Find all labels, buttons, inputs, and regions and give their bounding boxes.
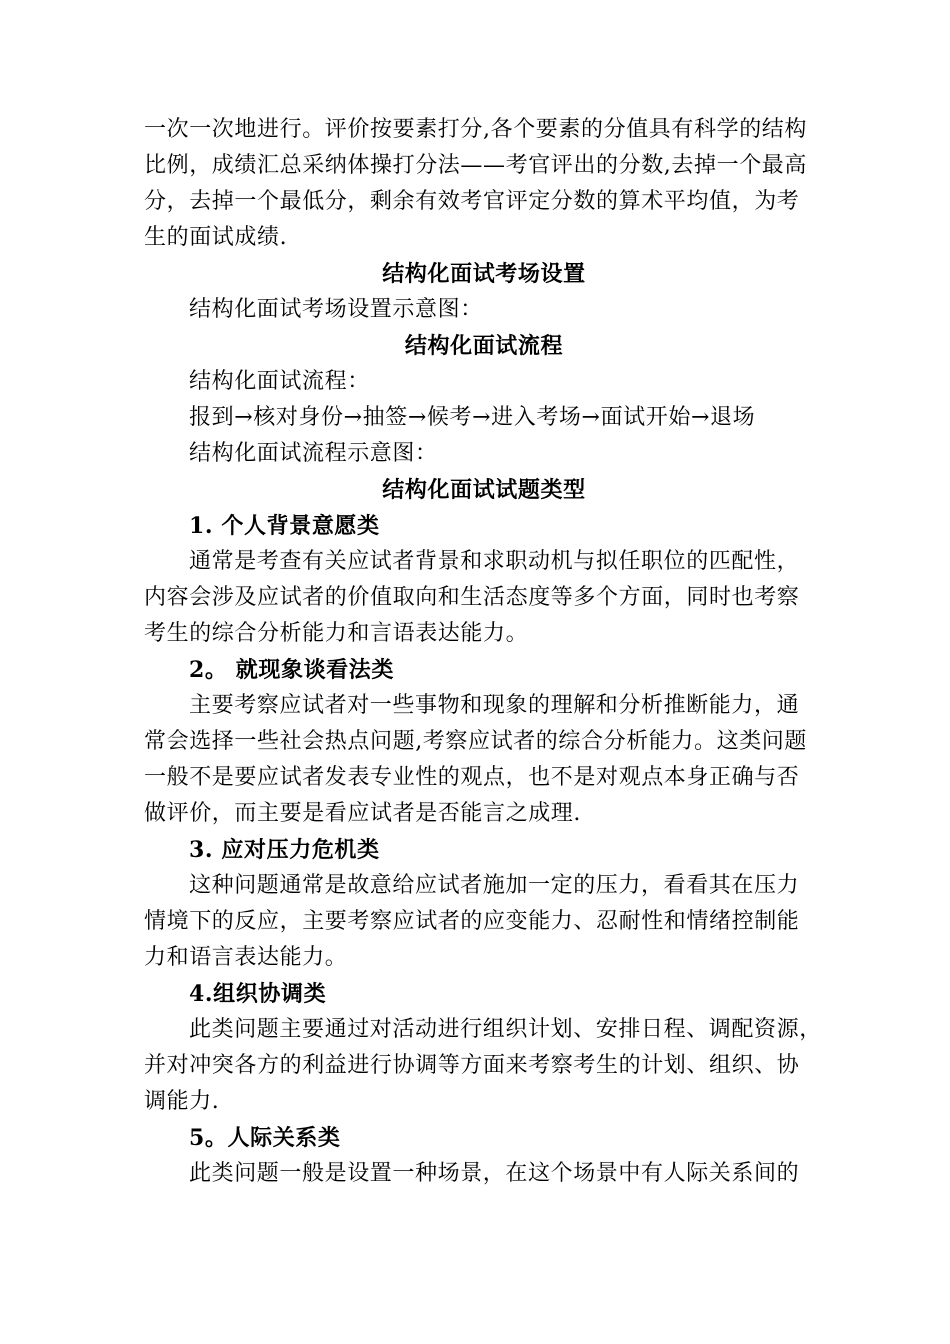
item-line: 并对冲突各方的利益进行协调等方面来考察考生的计划、组织、协 xyxy=(144,1053,800,1078)
intro-line: 一次一次地进行。评价按要素打分,各个要素的分值具有科学的结构 xyxy=(144,117,807,142)
item-title: 2。 就现象谈看法类 xyxy=(189,657,394,683)
item-line: 这种问题通常是故意给应试者施加一定的压力，看看其在压力 xyxy=(189,873,800,898)
process-diagram-label: 结构化面试流程示意图： xyxy=(189,441,438,466)
item-title: 1. 个人背景意愿类 xyxy=(189,513,380,539)
item-line: 主要考察应试者对一些事物和现象的理解和分析推断能力，通 xyxy=(189,693,800,718)
item-title: 5。人际关系类 xyxy=(189,1125,341,1151)
item-line: 此类问题一般是设置一种场景，在这个场景中有人际关系间的 xyxy=(189,1161,800,1186)
process-flow: 报到→核对身份→抽签→候考→进入考场→面试开始→退场 xyxy=(189,405,756,430)
item-line: 通常是考查有关应试者背景和求职动机与拟任职位的匹配性， xyxy=(189,549,800,574)
item-line: 内容会涉及应试者的价值取向和生活态度等多个方面，同时也考察 xyxy=(144,585,800,610)
section-heading-process: 结构化面试流程 xyxy=(404,333,564,359)
item-line: 力和语言表达能力。 xyxy=(144,945,348,970)
document-page xyxy=(144,112,824,1192)
item-line: 一般不是要应试者发表专业性的观点，也不是对观点本身正确与否 xyxy=(144,765,800,790)
intro-line: 分，去掉一个最低分，剩余有效考官评定分数的算术平均值，为考 xyxy=(144,189,800,214)
intro-line: 生的面试成绩. xyxy=(144,225,288,250)
item-title: 3. 应对压力危机类 xyxy=(189,837,380,863)
process-label: 结构化面试流程： xyxy=(189,369,370,394)
intro-line: 比例，成绩汇总采纳体操打分法——考官评出的分数,去掉一个最高 xyxy=(144,153,807,178)
item-line: 情境下的反应，主要考察应试者的应变能力、忍耐性和情绪控制能 xyxy=(144,909,800,934)
item-line: 此类问题主要通过对活动进行组织计划、安排日程、调配资源， xyxy=(189,1017,822,1042)
item-line: 做评价，而主要是看应试者是否能言之成理. xyxy=(144,801,581,826)
venue-text: 结构化面试考场设置示意图： xyxy=(189,297,483,322)
item-line: 考生的综合分析能力和言语表达能力。 xyxy=(144,621,529,646)
item-line: 调能力. xyxy=(144,1089,220,1114)
item-line: 常会选择一些社会热点问题,考察应试者的综合分析能力。这类问题 xyxy=(144,729,807,754)
section-heading-types: 结构化面试试题类型 xyxy=(382,477,586,503)
item-title: 4.组织协调类 xyxy=(189,981,327,1007)
section-heading-venue: 结构化面试考场设置 xyxy=(382,261,586,287)
